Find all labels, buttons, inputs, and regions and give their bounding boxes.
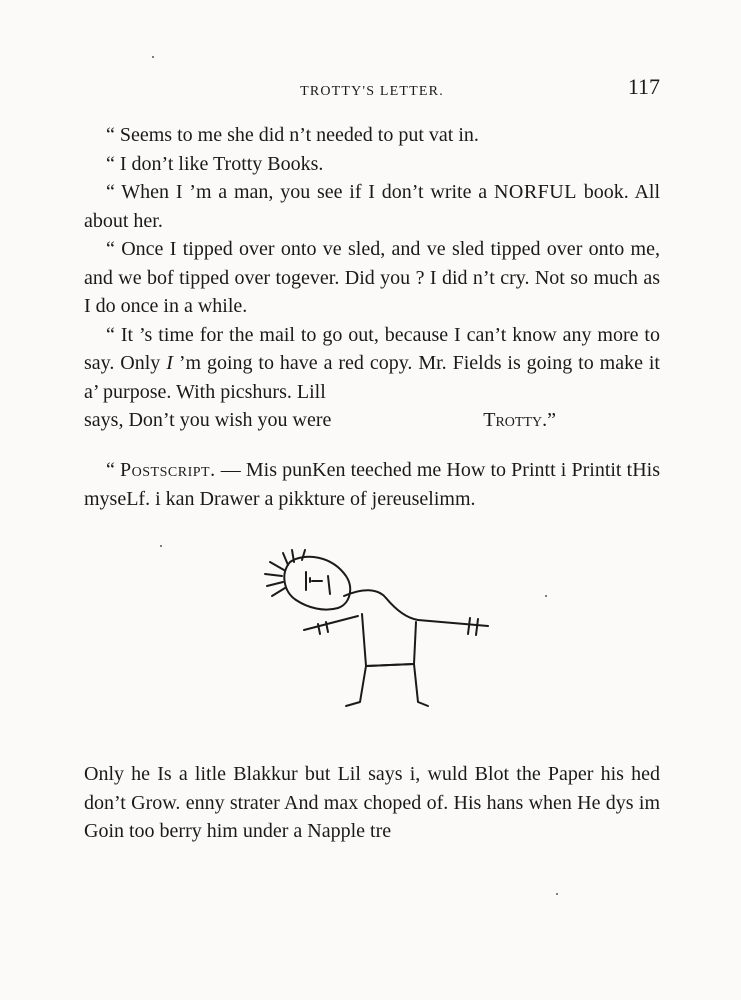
ink-speck — [556, 893, 558, 895]
figure-right-arm — [418, 618, 488, 635]
figure-right-leg — [414, 664, 428, 706]
figure-head — [284, 557, 350, 610]
paragraph-text: “ When I ’m a man, you see if I don’t write a — [106, 181, 494, 203]
ink-speck — [152, 56, 154, 58]
closing-paragraph — [84, 760, 660, 846]
signature-name: Trotty.” — [483, 409, 556, 431]
figure-left-leg — [346, 666, 366, 706]
paragraph — [84, 321, 660, 407]
running-head: TROTTY'S LETTER. — [300, 84, 444, 99]
figure-mark — [310, 578, 322, 582]
ink-speck — [545, 595, 547, 597]
page-number: 117 — [627, 74, 660, 99]
paragraph — [84, 178, 660, 235]
closing-text: Only he Is a litle Blakkur but Lil says i, wuld Blot the Paper his hed don’t Grow. enny strater And max choped of. His hans when He dys im Goin too berry him under a Napple tre — [84, 763, 660, 842]
paragraph: “ Seems to me she did n’t needed to put vat in. — [106, 124, 479, 146]
postscript-text: — Mis punKen teeched me How to Printt i Printit tHis myseLf. i kan Drawer a pikkture of jereuselimm. — [84, 459, 660, 510]
paragraph: “ I don’t like Trotty Books. — [106, 152, 324, 175]
figure-neck — [344, 590, 418, 620]
postscript-quote: “ — [106, 459, 121, 481]
paragraph-text: ’m going to have a red copy. Mr. Fields is going to make it a’ purpose. With picshurs. Lill — [84, 352, 660, 403]
small-caps-word: NORFUL — [493, 181, 577, 203]
figure-body — [362, 614, 416, 666]
paragraph-text: book. All about her. — [84, 181, 660, 232]
figure-eye — [328, 576, 330, 594]
ink-speck — [160, 545, 162, 547]
postscript-label: Postscript. — [120, 459, 216, 481]
stick-figure-drawing — [250, 548, 500, 718]
figure-left-arm — [304, 616, 358, 634]
page-header — [84, 74, 660, 104]
letter-body — [84, 121, 660, 435]
signature-text: says, Don’t you wish you were — [84, 409, 332, 431]
figure-waist — [366, 664, 414, 666]
signature-line — [84, 406, 660, 435]
paragraph-text: “ It ’s time for the mail to go out, because I can’t know any more to say. Only — [84, 323, 660, 374]
postscript-paragraph — [84, 456, 660, 513]
paragraph: “ Once I tipped over onto ve sled, and ve sled tipped over onto me, and we bof tipped over togever. Did you ? I did n’t cry. Not so much as I do once in a while. — [84, 238, 660, 317]
postscript — [84, 456, 660, 513]
emphasized-word: I — [166, 352, 173, 374]
